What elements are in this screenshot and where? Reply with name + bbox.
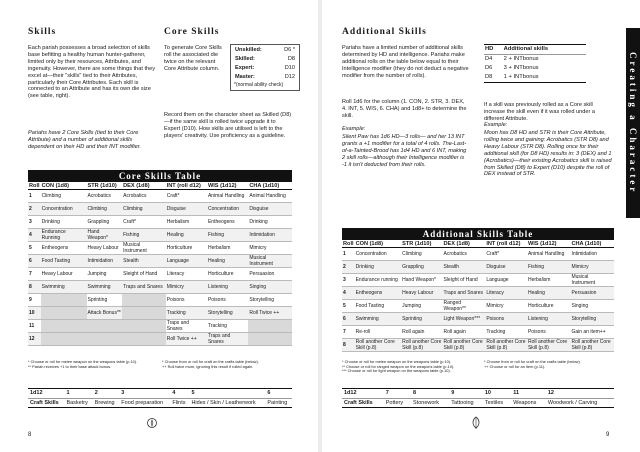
table-cell: Roll again: [402, 329, 425, 335]
table-cell: Listening: [527, 316, 548, 322]
table-row: [28, 333, 292, 346]
table-cell: [41, 333, 87, 346]
column-header: CHA (1d10): [249, 183, 280, 189]
table-cell: Disguise: [486, 264, 506, 270]
additional-skills-table: [342, 241, 614, 352]
column-header: CON (1d8): [355, 241, 383, 247]
table-cell: Heavy Labour: [87, 245, 119, 251]
craft-value: Flints: [172, 399, 186, 406]
skill-level-die: D10: [284, 65, 295, 71]
table-cell: Gain an item++: [571, 329, 606, 335]
table-cell: 3: [343, 277, 346, 283]
table-cell: Roll another Core Skill (p.8): [571, 339, 611, 351]
table-cell: Roll Twice ++: [249, 310, 280, 316]
craft-header: 5: [191, 390, 195, 396]
table-cell: Sleight of Hand: [443, 277, 478, 283]
table-row: [28, 294, 292, 307]
craft-label: Craft Skills: [30, 399, 59, 406]
craft-value: Woodwork / Carving: [547, 399, 598, 406]
table-cell: Tracking: [486, 329, 506, 335]
page-number: 9: [606, 432, 610, 438]
table-cell: Disguise: [249, 206, 269, 212]
table-cell: Endurance Running: [41, 229, 66, 241]
table-cell: Craft*: [166, 193, 180, 199]
table-cell: Animal Handling: [249, 193, 286, 199]
table-row: [342, 261, 614, 274]
table-cell: Roll another Core Skill (p.8): [486, 339, 526, 351]
table-row: [28, 242, 292, 255]
table-cell: 1: [343, 251, 346, 257]
table-row: [342, 300, 614, 313]
table-cell: 4: [343, 290, 346, 296]
table-row: [28, 203, 292, 216]
table-cell: Persuasion: [571, 290, 597, 296]
craft-value: Pottery: [385, 399, 404, 406]
table-cell: Literacy: [166, 271, 185, 277]
table-cell: Intimidation: [87, 258, 114, 264]
hd-cell: D8: [485, 74, 493, 80]
table-cell: Swimming: [41, 284, 65, 290]
craft-value: Tattooing: [451, 399, 474, 406]
table-cell: Fishing: [527, 264, 545, 270]
skill-level-name: Skilled:: [235, 56, 255, 62]
note-line: *** Choose or roll for light weapon on the weapons table (p.10).: [342, 368, 451, 374]
table-cell: Musical Instrument: [249, 255, 273, 267]
skill-level-die: D8: [287, 56, 295, 62]
craft-value: Painting: [267, 399, 288, 406]
table-cell: Climbing: [41, 193, 62, 199]
table-row: [342, 326, 614, 339]
table-cell: Singing: [249, 284, 267, 290]
note-line: ++ Roll twice more, ignoring this result if rolled again.: [162, 363, 254, 369]
table-cell: Grappling: [402, 264, 424, 270]
table-row: [28, 268, 292, 281]
craft-header: 11: [513, 390, 520, 396]
table-cell: Roll again: [443, 329, 466, 335]
table-cell: Concentration: [355, 251, 387, 257]
hd-header: Additional skills: [503, 46, 549, 52]
table-cell: Hand Weapon*: [87, 229, 108, 241]
table-cell: [248, 333, 292, 346]
skill-levels-table: [234, 46, 296, 82]
compass-ornament-icon: [146, 416, 158, 428]
table-cell: Food Tasting: [355, 303, 385, 309]
table-cell: 2: [29, 206, 32, 212]
table-cell: Mimicry: [249, 245, 267, 251]
table-cell: Light Weapon***: [443, 316, 481, 322]
skill-level-name: Unskilled:: [235, 47, 262, 53]
craft-value: Hides / Skin / Leatherwork: [191, 399, 256, 406]
skill-level-die: D6 *: [284, 47, 295, 53]
note-line: ** Pariah receives +1 to their base attack bonus.: [28, 363, 112, 369]
table-cell: [87, 320, 123, 333]
table-cell: [41, 320, 87, 333]
table-cell: 8: [29, 284, 32, 290]
right-page: [322, 0, 640, 452]
note-line: * Choose or roll for melee weapon on the weapons table (p.10).: [342, 359, 452, 364]
left-page: [0, 0, 318, 452]
table-cell: Drinking: [249, 219, 268, 225]
table-row: [342, 313, 614, 326]
table-cell: Traps and Snares: [123, 284, 163, 290]
table-cell: 5: [343, 303, 346, 309]
table-cell: Horticulture: [527, 303, 554, 309]
table-cell: Mimicry: [486, 303, 504, 309]
skill-levels-note: *(normal ability check): [234, 82, 284, 88]
craft-value: Stonework: [413, 399, 440, 406]
table-cell: Roll Twice ++: [166, 336, 197, 342]
table-cell: Traps and Snares: [443, 290, 484, 296]
table-cell: Jumping: [87, 271, 107, 277]
skill-level-row: [234, 46, 296, 55]
example-text: Silent Paw has 1d6 HD—3 rolls— and her 13 INT grants a +1 modifier for a total of 4 rolls. The-Last-of-a-Tainted-Brood has 1d4 HD and 6 INT, making 2 skill rolls—although their Intelligence modifier is -1 it isn't deducted from their rolls.: [342, 134, 467, 168]
table-cell: Stealth: [123, 258, 139, 264]
craft-header: 12: [547, 390, 554, 396]
table-cell: 4: [29, 232, 32, 238]
table-cell: Animal Handling: [207, 193, 245, 199]
hd-header: HD: [485, 46, 494, 52]
table-cell: Roll another Core Skill (p.8): [402, 339, 442, 351]
table-cell: 7: [29, 271, 32, 277]
craft-header: 6: [267, 390, 271, 396]
craft-skills-table-left: [28, 388, 292, 408]
table-row: [28, 190, 292, 203]
core-skills-table-title: Core Skills Table: [28, 170, 292, 182]
column-header: CHA (1d10): [571, 241, 602, 247]
note-line: * Choose from or roll for craft on the crafts table (below).: [162, 359, 259, 364]
table-cell: Healing: [207, 258, 225, 264]
table-row: [28, 216, 292, 229]
core-skills-record: Record them on the character sheet as Skilled (D8)—if the same skill is rolled twice upgrade it to Expert (D10). How skills are utilised is left to the players' creativity. Use proficiency as a guideline.: [164, 112, 292, 139]
table-cell: Traps and Snares: [166, 320, 190, 332]
craft-value: Textiles: [484, 399, 504, 406]
column-header: STR (1d10): [87, 183, 117, 189]
hd-table: [484, 44, 586, 83]
core-increase-text: If a skill was previously rolled as a Core skill increase the skill even if it was rolled under a different Attribute.: [484, 102, 595, 122]
table-row: [28, 255, 292, 268]
table-cell: Tracking: [207, 323, 227, 329]
table-cell: Herbalism: [207, 245, 231, 251]
example2-label: Example:: [484, 122, 508, 128]
table-cell: Storytelling: [249, 297, 275, 303]
table-cell: Re-roll: [355, 329, 371, 335]
table-cell: Hand Weapon*: [402, 277, 436, 283]
table-cell: Endurance running: [355, 277, 398, 283]
hd-cell: 1 + INTbonus: [503, 74, 539, 80]
table-cell: 2: [343, 264, 346, 270]
table-cell: 3: [29, 219, 32, 225]
table-cell: Storytelling: [207, 310, 233, 316]
table-row: [28, 307, 292, 320]
table-cell: Poisons: [486, 316, 505, 322]
table-cell: Fishing: [207, 232, 225, 238]
skill-level-name: Expert:: [235, 65, 255, 71]
craft-header: 1: [66, 390, 70, 396]
table-cell: Fishing: [123, 232, 140, 238]
note-line: ** Choose or roll for ranged weapon on the weapons table (p.10).: [342, 363, 455, 369]
table-cell: Mimicry: [571, 264, 589, 270]
table-cell: Jumping: [402, 303, 422, 309]
table-cell: Concentration: [41, 206, 73, 212]
table-cell: 7: [343, 329, 346, 335]
table-cell: Drinking: [355, 264, 374, 270]
table-cell: Climbing: [87, 206, 107, 212]
core-skills-text: To generate Core Skills roll the associated die twice on the relevant Core Attribute column.: [164, 45, 222, 72]
table-cell: Singing: [571, 303, 589, 309]
table-row: [28, 320, 292, 333]
hd-cell: 2 + INTbonus: [503, 56, 539, 62]
example2-text: Moon has D8 HD and STR is their Core Attribute, rolling twice and gaining: Acrobatics (STR D8) and Heavy Labour (STR D8). Rolling once for their additional skill (for D8 HD) results in: 3 (DEX) and 1 (Acrobatics)—their existing Acrobatics skill is raised from Skilled (D8) to Expert (D10) despite the roll of DEX instead of STR.: [484, 130, 612, 178]
column-header: DEX (1d8): [123, 183, 150, 189]
table-cell: Climbing: [402, 251, 422, 257]
table-cell: 1: [29, 193, 32, 199]
table-row: [342, 248, 614, 261]
hd-cell: D4: [485, 56, 493, 62]
table-cell: Persuasion: [249, 271, 275, 277]
page-number: 8: [28, 432, 32, 438]
table-cell: [122, 294, 166, 307]
table-cell: Language: [486, 277, 509, 283]
table-row: [28, 229, 292, 242]
column-header: DEX (1d8): [443, 241, 470, 247]
core-skills-table: [28, 183, 292, 346]
table-cell: Roll another Core Skill (p.8): [527, 339, 568, 351]
table-cell: Herbalism: [166, 219, 190, 225]
table-row: [342, 274, 614, 287]
craft-header: 8: [413, 390, 417, 396]
table-cell: Sleight of Hand: [123, 271, 158, 277]
table-cell: Traps and Snares: [207, 333, 231, 345]
table-cell: Herbalism: [527, 277, 551, 283]
craft-header: 3: [121, 390, 125, 396]
additional-skills-table-title: Additional Skills Table: [342, 228, 614, 240]
note-line: ++ Choose or roll for an item (p.11).: [484, 363, 546, 369]
table-row: [342, 339, 614, 352]
table-cell: Sprinting: [87, 297, 108, 303]
table-cell: 8: [343, 342, 346, 348]
table-cell: Healing: [166, 232, 184, 238]
table-cell: Stealth: [443, 264, 460, 270]
example-label: Example:: [342, 126, 366, 132]
skill-level-row: [234, 64, 296, 73]
table-cell: 12: [29, 336, 35, 342]
craft-header: 10: [484, 390, 491, 396]
craft-header: 4: [172, 390, 176, 396]
table-cell: Listening: [207, 284, 228, 290]
skills-intro: Each pariah possesses a broad selection of skills base befitting a healthy human hunter-gatherer, limited only by their resources, Attributes, and ingenuity. However, there are some things that they excel at—their "skills" tied to their Attributes, particularly their Core Attributes. Each skill is connected to an Attribute and has its own die size (see table, right).: [28, 45, 156, 100]
craft-value: Basketry: [66, 399, 88, 406]
table-cell: Poisons: [207, 297, 226, 303]
table-cell: Musical Instrument: [571, 274, 596, 286]
column-header: Roll: [29, 183, 40, 189]
table-cell: 10: [29, 310, 35, 316]
table-cell: Concentration: [207, 206, 240, 212]
table-cell: [41, 294, 87, 307]
additional-skills-roll: Roll 1d6 for the column (1. CON, 2. STR, 3. DEX, 4. INT, 5. WIS, 6. CHA) and 1d8+ to determine the skill.: [342, 99, 467, 119]
table-cell: [41, 307, 87, 320]
hd-cell: 3 + INTbonus: [503, 65, 539, 71]
table-cell: Acrobatics: [443, 251, 467, 257]
add-notes-left: [342, 360, 482, 374]
column-header: WIS (1d12): [207, 183, 237, 189]
craft-header: 9: [451, 390, 455, 396]
table-cell: Disguise: [166, 206, 186, 212]
table-cell: 5: [29, 245, 32, 251]
add-notes-right: [484, 360, 614, 369]
table-cell: Healing: [527, 290, 545, 296]
table-cell: Attack Bonus**: [87, 310, 121, 316]
note-line: * Choose from or roll for craft on the crafts table (below).: [484, 359, 581, 364]
skill-level-row: [234, 73, 296, 82]
table-cell: 6: [343, 316, 346, 322]
table-cell: Language: [166, 258, 189, 264]
skill-level-name: Master:: [235, 74, 255, 80]
table-cell: Swimming: [355, 316, 379, 322]
hd-row: [484, 64, 586, 73]
craft-value: Weapons: [513, 399, 537, 406]
additional-skills-heading: Additional Skills: [342, 27, 427, 37]
column-header: WIS (1d12): [527, 241, 557, 247]
table-cell: Entheogens: [41, 245, 69, 251]
table-row: [342, 287, 614, 300]
table-cell: Horticulture: [166, 245, 193, 251]
craft-header: 7: [385, 390, 389, 396]
table-cell: Grappling: [87, 219, 110, 225]
table-cell: Literacy: [486, 290, 504, 296]
table-cell: Craft*: [123, 219, 136, 225]
table-cell: [122, 320, 166, 333]
table-cell: Poisons: [166, 297, 185, 303]
table-cell: Climbing: [123, 206, 143, 212]
craft-value: Brewing: [94, 399, 115, 406]
table-cell: Food Tasting: [41, 258, 71, 264]
column-header: INT (roll d12): [166, 183, 201, 189]
table-cell: Entheogens: [355, 290, 383, 296]
table-cell: Swimming: [87, 284, 111, 290]
craft-header: 1d12: [30, 390, 43, 396]
note-line: * Choose or roll for melee weapon on the weapons table (p.10).: [28, 359, 138, 364]
table-cell: Animal Handling: [527, 251, 565, 257]
table-cell: Sprinting: [402, 316, 422, 322]
table-cell: [122, 307, 166, 320]
leaf-ornament-icon: [470, 416, 482, 430]
additional-skills-text: Pariahs have a limited number of additional skills determined by HD and intelligence. Pariahs make additional rolls on the table below equal to their Intelligence modifier (they do not deduct a negative modifier from the number of rolls).: [342, 45, 469, 79]
table-cell: Entheogens: [207, 219, 235, 225]
skill-level-row: [234, 55, 296, 64]
craft-header: 1d12: [344, 390, 357, 396]
table-cell: Roll another Core Skill (p.8): [443, 339, 483, 351]
hd-cell: D6: [485, 65, 493, 71]
table-cell: Storytelling: [571, 316, 597, 322]
table-cell: Mimicry: [166, 284, 184, 290]
table-cell: Poisons: [527, 329, 546, 335]
table-cell: Roll another Core Skill (p.8): [355, 339, 395, 351]
table-cell: Heavy Labour: [402, 290, 434, 296]
hd-row: [484, 73, 586, 83]
table-cell: Acrobatics: [123, 193, 147, 199]
table-cell: 6: [29, 258, 32, 264]
skills-heading: Skills: [28, 27, 57, 37]
table-cell: 9: [29, 297, 32, 303]
craft-label: Craft Skills: [344, 399, 373, 406]
skill-levels-box: [230, 44, 300, 91]
table-cell: Intimidation: [249, 232, 275, 238]
column-header: CON (1d8): [41, 183, 69, 189]
core-notes-right: [162, 360, 292, 369]
skills-core-note: Pariahs have 2 Core Skills (tied to their Core Attribute) and a number of additional skills dependent on their HD and their INT modifier.: [28, 130, 141, 150]
table-cell: Ranged Weapon**: [443, 300, 466, 312]
table-cell: Intimidation: [571, 251, 598, 257]
chapter-tab: Creating a Character: [626, 28, 640, 218]
table-cell: Horticulture: [207, 271, 234, 277]
column-header: INT (roll d12): [486, 241, 521, 247]
hd-row: [484, 55, 586, 65]
table-cell: 11: [29, 323, 35, 329]
core-notes-left: [28, 360, 158, 369]
craft-skills-table-right: [342, 388, 614, 408]
table-row: [28, 281, 292, 294]
column-header: Roll: [343, 241, 354, 247]
table-cell: Craft*: [486, 251, 500, 257]
core-skills-heading: Core Skills: [164, 27, 220, 37]
table-cell: Musical Instrument: [123, 242, 147, 254]
craft-value: Food preparation: [121, 399, 164, 406]
table-cell: Acrobatics: [87, 193, 111, 199]
table-cell: [122, 333, 166, 346]
skill-level-die: D12: [284, 74, 295, 80]
table-cell: Drinking: [41, 219, 60, 225]
table-cell: [248, 320, 292, 333]
table-cell: [87, 333, 123, 346]
column-header: STR (1d10): [402, 241, 432, 247]
table-cell: Heavy Labour: [41, 271, 73, 277]
craft-header: 2: [94, 390, 98, 396]
table-cell: Tracking: [166, 310, 186, 316]
